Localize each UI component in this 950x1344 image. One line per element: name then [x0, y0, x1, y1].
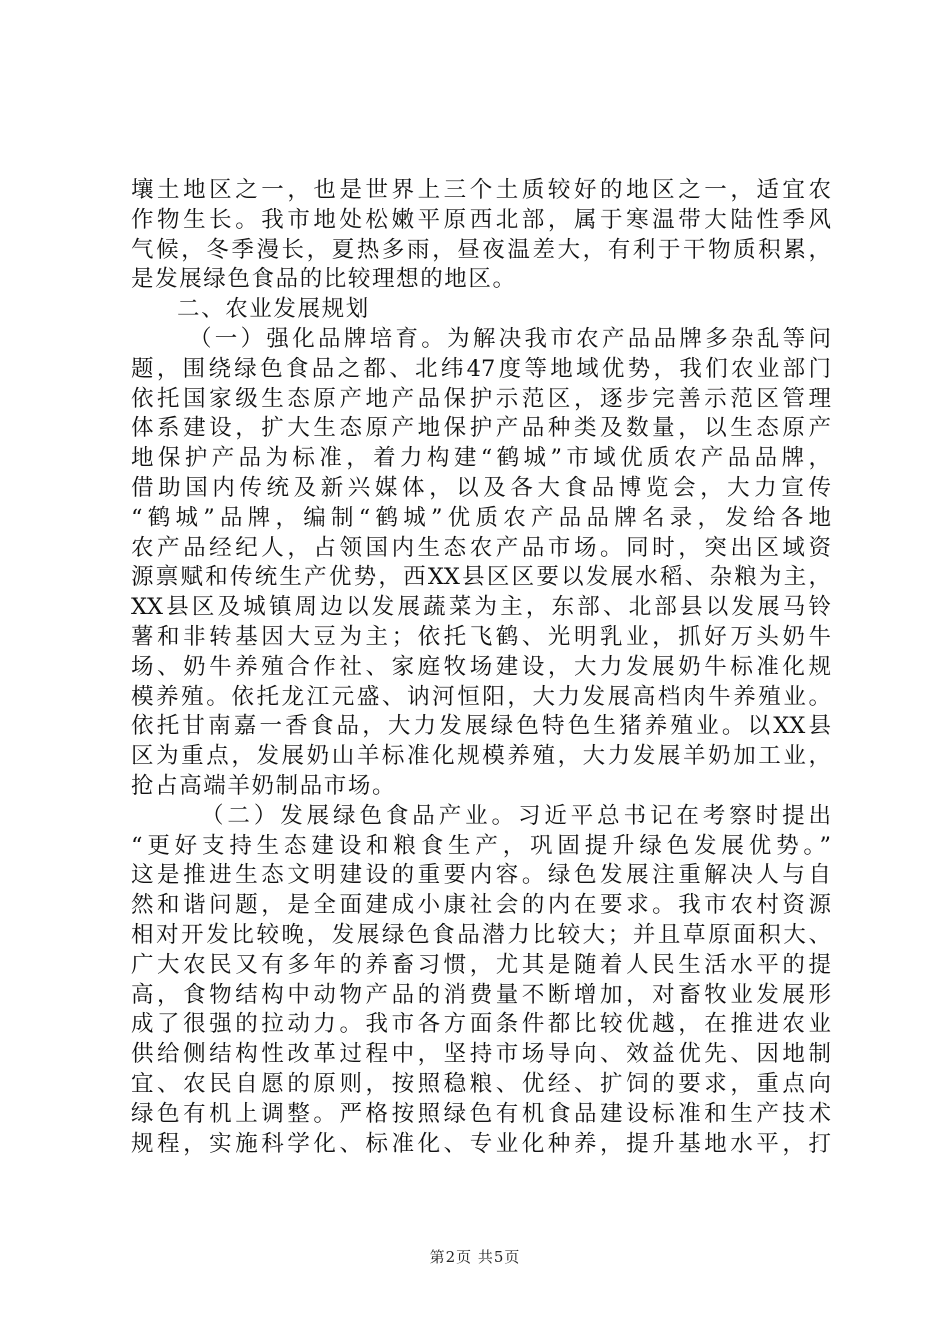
document-body: [131, 176, 831, 1159]
text-line: 宜、农民自愿的原则，按照稳粮、优经、扩饲的要求，重点向: [131, 1070, 831, 1097]
text-line: 是发展绿色食品的比较理想的地区。: [131, 266, 517, 293]
text-line: 规程，实施科学化、标准化、专业化种养，提升基地水平，打: [131, 1130, 831, 1157]
text-line: 体系建设，扩大生态原产地保护产品种类及数量，以生态原产: [131, 415, 831, 442]
text-line: 区为重点，发展奶山羊标准化规模养殖，大力发展羊奶加工业，: [131, 743, 831, 770]
text-line: “更好支持生态建设和粮食生产，巩固提升绿色发展优势。”: [131, 832, 831, 859]
page-number: 第2页 共5页: [429, 1248, 521, 1266]
text-line: 气候，冬季漫长，夏热多雨，昼夜温差大，有利于干物质积累，: [131, 236, 831, 263]
text-line: 农产品经纪人，占领国内生态农产品市场。同时，突出区域资: [131, 534, 831, 561]
section-heading: 二、农业发展规划: [177, 296, 370, 323]
text-line: 地保护产品为标准，着力构建“鹤城”市域优质农产品品牌，: [131, 445, 831, 472]
text-line: 成了很强的拉动力。我市各方面条件都比较优越，在推进农业: [131, 1011, 831, 1038]
text-line: XX县区及城镇周边以发展蔬菜为主，东部、北部县以发展马铃: [131, 594, 831, 621]
text-line: （一）强化品牌培育。为解决我市农产品品牌多杂乱等问: [189, 325, 831, 352]
page-footer: [0, 1246, 950, 1267]
text-line: 绿色有机上调整。严格按照绿色有机食品建设标准和生产技术: [131, 1100, 831, 1127]
text-line: 广大农民又有多年的养畜习惯，尤其是随着人民生活水平的提: [131, 951, 831, 978]
text-line: 这是推进生态文明建设的重要内容。绿色发展注重解决人与自: [131, 862, 831, 889]
text-line: 供给侧结构性改革过程中，坚持市场导向、效益优先、因地制: [131, 1041, 831, 1068]
text-line: 模养殖。依托龙江元盛、讷河恒阳，大力发展高档肉牛养殖业。: [131, 683, 831, 710]
text-line: 高，食物结构中动物产品的消费量不断增加，对畜牧业发展形: [131, 981, 831, 1008]
text-line: 源禀赋和传统生产优势，西XX县区区要以发展水稻、杂粮为主，: [131, 564, 831, 591]
text-line: 然和谐问题，是全面建成小康社会的内在要求。我市农村资源: [131, 892, 831, 919]
text-line: 壤土地区之一，也是世界上三个土质较好的地区之一，适宜农: [131, 177, 831, 203]
text-line: 依托国家级生态原产地产品保护示范区，逐步完善示范区管理: [131, 385, 831, 412]
text-line: 抢占高端羊奶制品市场。: [131, 772, 397, 799]
text-line: 薯和非转基因大豆为主；依托飞鹤、光明乳业，抓好万头奶牛: [131, 623, 831, 650]
text-line: 借助国内传统及新兴媒体，以及各大食品博览会，大力宣传: [131, 474, 831, 501]
text-line: “鹤城”品牌，编制“鹤城”优质农产品品牌名录，发给各地: [131, 504, 831, 531]
text-line: 题，围绕绿色食品之都、北纬47度等地域优势，我们农业部门: [131, 355, 831, 382]
text-line: （二）发展绿色食品产业。习近平总书记在考察时提出: [201, 802, 831, 829]
text-line: 依托甘南嘉一香食品，大力发展绿色特色生猪养殖业。以XX县: [131, 713, 831, 740]
text-line: 作物生长。我市地处松嫩平原西北部，属于寒温带大陆性季风: [131, 206, 831, 233]
text-line: 场、奶牛养殖合作社、家庭牧场建设，大力发展奶牛标准化规: [131, 653, 831, 680]
text-line: 相对开发比较晚，发展绿色食品潜力比较大；并且草原面积大、: [131, 921, 831, 948]
